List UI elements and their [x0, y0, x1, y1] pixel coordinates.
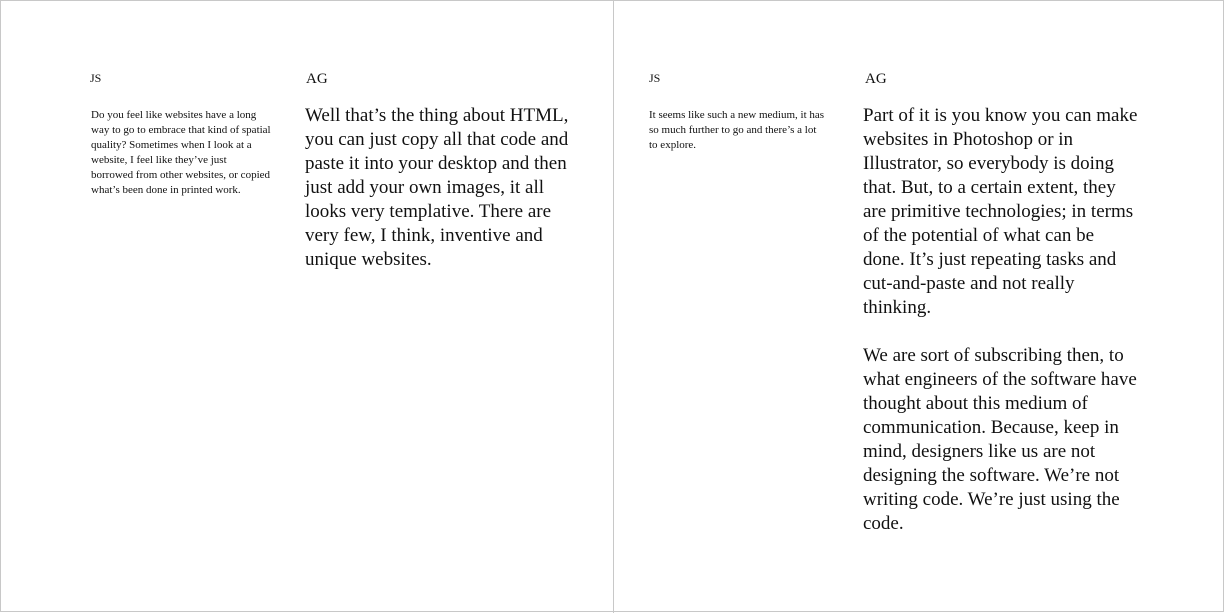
interview-question: It seems like such a new medium, it has so much further to go and there’s a lot to explore. [649, 109, 825, 151]
question-speaker-label: JS [649, 71, 661, 85]
interview-answer [305, 104, 589, 272]
left-page [1, 1, 613, 613]
answer-speaker-label: AG [865, 71, 887, 87]
question-speaker-label: JS [90, 71, 102, 85]
interview-question: Do you feel like websites have a long way to go to embrace that kind of spatial quality? Sometimes when I look at a website, I feel like they’ve just borrowed from other websites, or copied what’s been done in printed work. [91, 109, 271, 196]
answer-paragraph: Part of it is you know you can make websites in Photoshop or in Illustrator, so everybody is doing that. But, to a certain extent, they are primitive technologies; in terms of the potential of what can be done. It’s just repeating tasks and cut-and-paste and not really thinking. [863, 105, 1138, 318]
answer-paragraph: Well that’s the thing about HTML, you can just copy all that code and paste it into your desktop and then just add your own images, it all looks very templative. There are very few, I think, inventive and unique websites. [305, 105, 569, 270]
answer-paragraph: We are sort of subscribing then, to what engineers of the software have thought about this medium of communication. Because, keep in mind, designers like us are not designing the software. We’re not writing code. We’re just using the code. [863, 345, 1137, 534]
interview-answer [863, 104, 1139, 536]
answer-speaker-label: AG [306, 71, 328, 87]
right-page [613, 1, 1224, 613]
